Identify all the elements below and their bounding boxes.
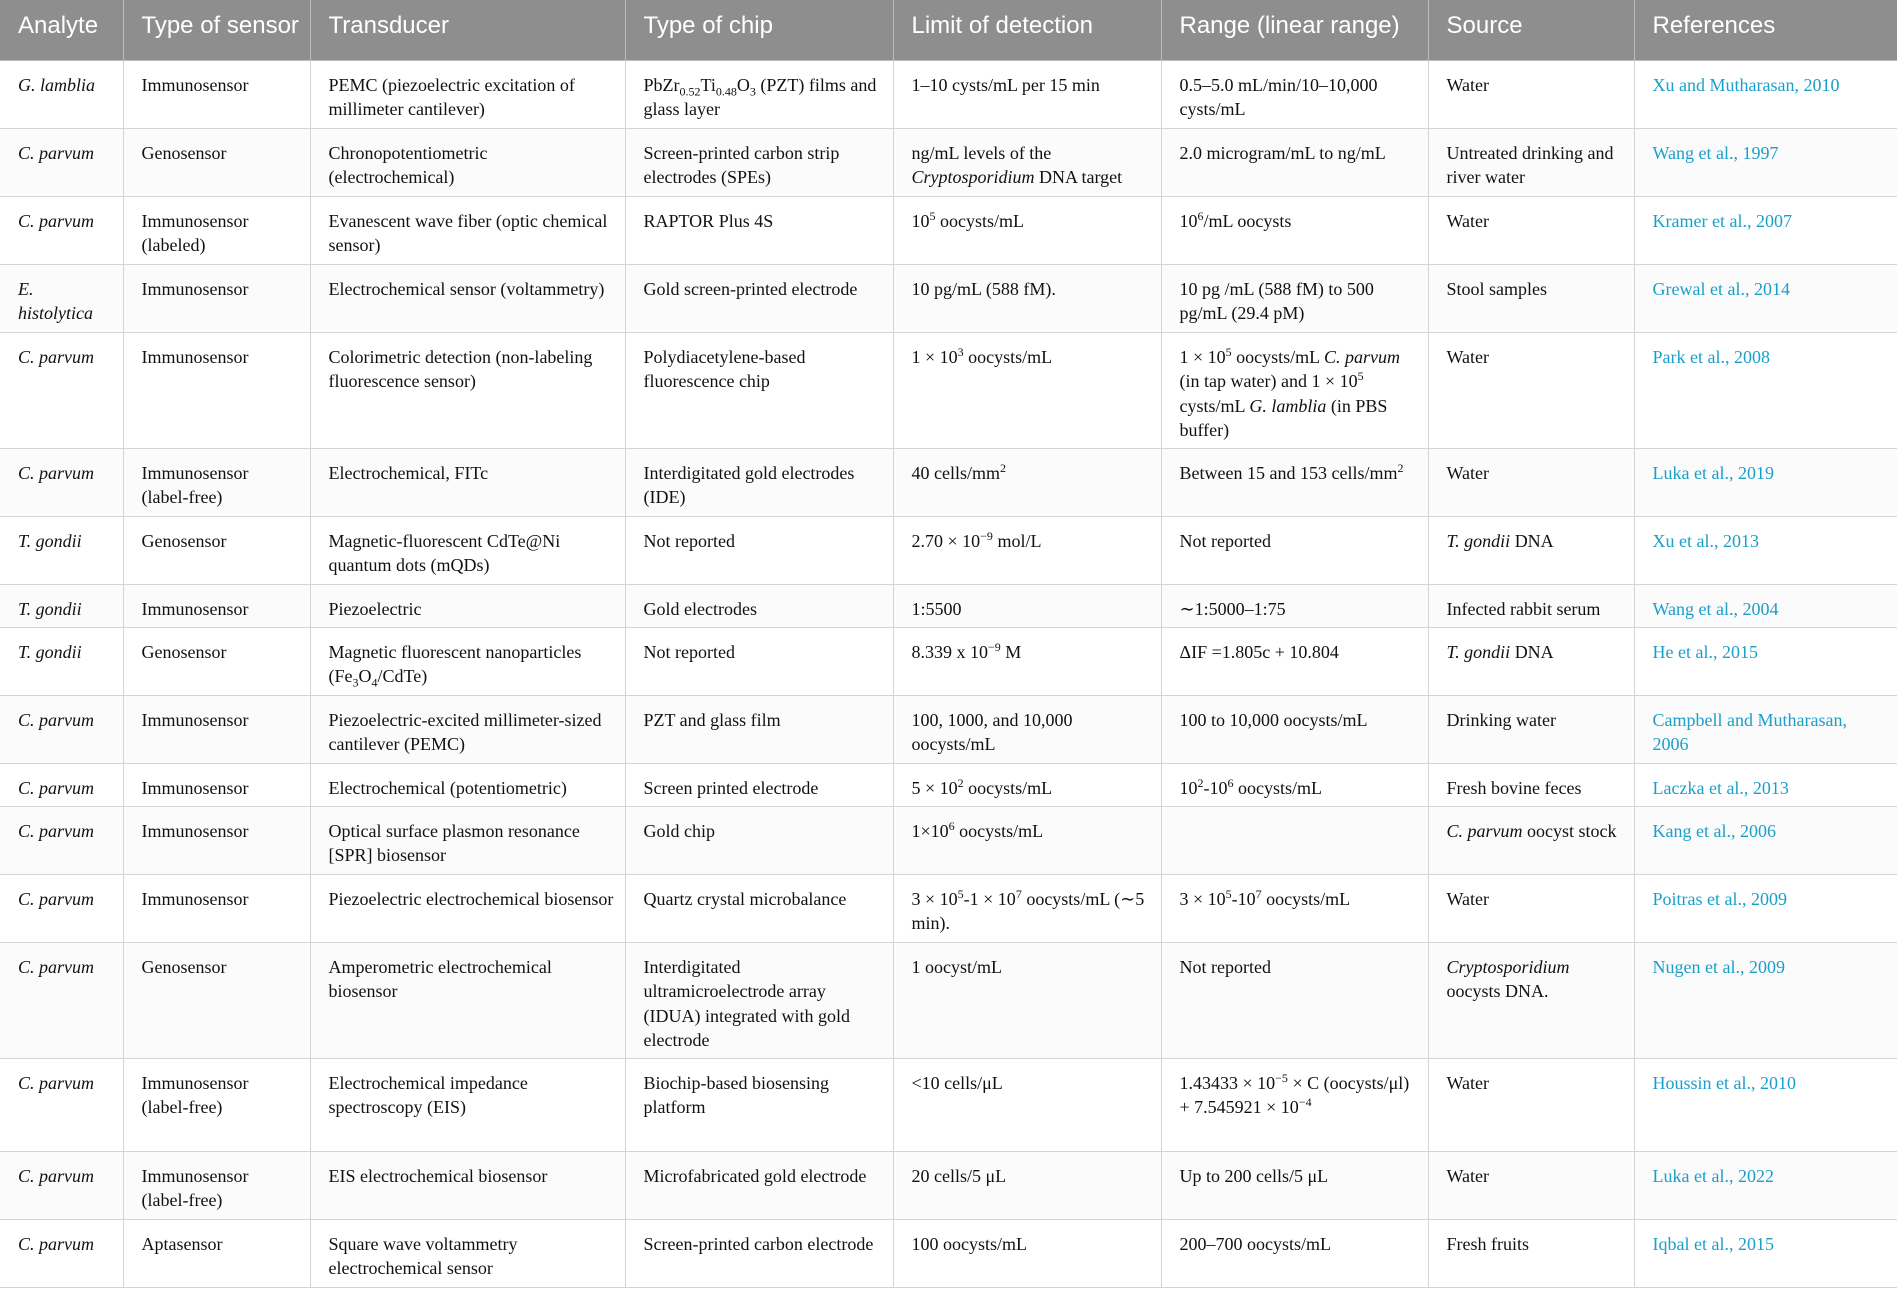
limit-of-detection-cell: $10^5$ oocysts/mL	[893, 196, 1161, 264]
header-range: Range (linear range)	[1161, 0, 1428, 60]
reference-cell	[1634, 942, 1897, 1058]
range-cell: Up to 200 cells/5 μL	[1161, 1151, 1428, 1219]
range-cell: 200–700 oocysts/mL	[1161, 1219, 1428, 1287]
transducer-cell: Electrochemical impedance spectroscopy (EIS)	[310, 1058, 625, 1151]
sensor-type-cell: Immunosensor	[123, 264, 310, 332]
source-cell: Water	[1428, 448, 1634, 516]
chip-cell: Interdigitated gold electrodes (IDE)	[625, 448, 893, 516]
source-cell: Water	[1428, 1151, 1634, 1219]
reference-cell	[1634, 695, 1897, 763]
limit-of-detection-cell: 20 cells/5 μL	[893, 1151, 1161, 1219]
limit-of-detection-cell: 1–10 cysts/mL per 15 min	[893, 60, 1161, 128]
limit-of-detection-cell: <10 cells/μL	[893, 1058, 1161, 1151]
sensor-type-cell: Immunosensor	[123, 60, 310, 128]
header-row	[0, 0, 1897, 60]
header-references: References	[1634, 0, 1897, 60]
reference-cell	[1634, 448, 1897, 516]
limit-of-detection-cell: 100 oocysts/mL	[893, 1219, 1161, 1287]
range-cell: $1.43433 \times 10^{-5} \times C$ (oocysts/μl) + $7.545921 \times 10^{-4}$	[1161, 1058, 1428, 1151]
analyte-cell: C. parvum	[0, 128, 123, 196]
table-row	[0, 196, 1897, 264]
reference-cell	[1634, 516, 1897, 584]
analyte-cell: C. parvum	[0, 874, 123, 942]
transducer-cell: Piezoelectric-excited millimeter-sized cantilever (PEMC)	[310, 695, 625, 763]
reference-link[interactable]: Houssin et al., 2010	[1652, 1072, 1796, 1093]
transducer-cell: Evanescent wave fiber (optic chemical sensor)	[310, 196, 625, 264]
header-analyte: Analyte	[0, 0, 123, 60]
source-cell: Fresh bovine feces	[1428, 763, 1634, 806]
sensor-type-cell: Immunosensor	[123, 332, 310, 448]
source-cell: Water	[1428, 60, 1634, 128]
transducer-cell: Electrochemical sensor (voltammetry)	[310, 264, 625, 332]
transducer-cell: Piezoelectric	[310, 584, 625, 627]
transducer-cell: Electrochemical, FITc	[310, 448, 625, 516]
header-type-of-chip: Type of chip	[625, 0, 893, 60]
range-cell: ∼1:5000–1:75	[1161, 584, 1428, 627]
sensor-type-cell: Genosensor	[123, 942, 310, 1058]
chip-cell: PZT and glass film	[625, 695, 893, 763]
reference-cell	[1634, 196, 1897, 264]
reference-link[interactable]: Grewal et al., 2014	[1652, 278, 1790, 299]
reference-link[interactable]: Luka et al., 2022	[1652, 1165, 1774, 1186]
transducer-cell: PEMC (piezoelectric excitation of millimeter cantilever)	[310, 60, 625, 128]
transducer-cell: Chronopotentiometric (electrochemical)	[310, 128, 625, 196]
header-transducer: Transducer	[310, 0, 625, 60]
source-cell: Cryptosporidium oocysts DNA.	[1428, 942, 1634, 1058]
reference-cell	[1634, 874, 1897, 942]
table-header	[0, 0, 1897, 60]
sensor-type-cell: Genosensor	[123, 516, 310, 584]
analyte-cell: C. parvum	[0, 1219, 123, 1287]
analyte-cell: T. gondii	[0, 584, 123, 627]
table-row	[0, 695, 1897, 763]
limit-of-detection-cell: $1 \times 10^3$ oocysts/mL	[893, 332, 1161, 448]
limit-of-detection-cell: $2.70 \times 10^{-9}$ mol/L	[893, 516, 1161, 584]
source-cell: C. parvum oocyst stock	[1428, 806, 1634, 874]
analyte-cell: C. parvum	[0, 448, 123, 516]
chip-cell: Quartz crystal microbalance	[625, 874, 893, 942]
reference-link[interactable]: He et al., 2015	[1652, 641, 1758, 662]
sensor-type-cell: Immunosensor (label-free)	[123, 1151, 310, 1219]
sensor-type-cell: Genosensor	[123, 128, 310, 196]
reference-cell	[1634, 60, 1897, 128]
transducer-cell: Magnetic fluorescent nanoparticles $(Fe_3O_4/CdTe)$	[310, 627, 625, 695]
transducer-cell: Amperometric electrochemical biosensor	[310, 942, 625, 1058]
range-cell: $10^2-10^6$ oocysts/mL	[1161, 763, 1428, 806]
chip-cell: RAPTOR Plus 4S	[625, 196, 893, 264]
reference-cell	[1634, 332, 1897, 448]
analyte-cell: C. parvum	[0, 763, 123, 806]
source-cell: Water	[1428, 332, 1634, 448]
range-cell: Not reported	[1161, 516, 1428, 584]
table-row	[0, 763, 1897, 806]
transducer-cell: Square wave voltammetry electrochemical sensor	[310, 1219, 625, 1287]
reference-cell	[1634, 1151, 1897, 1219]
sensor-type-cell: Immunosensor	[123, 695, 310, 763]
analyte-cell: C. parvum	[0, 806, 123, 874]
reference-link[interactable]: Wang et al., 1997	[1652, 142, 1779, 163]
analyte-cell: T. gondii	[0, 627, 123, 695]
table-row	[0, 584, 1897, 627]
chip-cell: Polydiacetylene-based fluorescence chip	[625, 332, 893, 448]
reference-link[interactable]: Park et al., 2008	[1652, 346, 1770, 367]
chip-cell: Gold screen-printed electrode	[625, 264, 893, 332]
source-cell: Fresh fruits	[1428, 1219, 1634, 1287]
table-row	[0, 1058, 1897, 1151]
reference-cell	[1634, 627, 1897, 695]
range-cell: Between 15 and 153 cells/$mm^2$	[1161, 448, 1428, 516]
range-cell: 10 pg /mL (588 fM) to 500 pg/mL (29.4 pM)	[1161, 264, 1428, 332]
limit-of-detection-cell: 8.339 x $10^{-9}$ M	[893, 627, 1161, 695]
reference-link[interactable]: Kramer et al., 2007	[1652, 210, 1792, 231]
table-row	[0, 942, 1897, 1058]
table-row	[0, 806, 1897, 874]
reference-cell	[1634, 806, 1897, 874]
analyte-cell: C. parvum	[0, 332, 123, 448]
limit-of-detection-cell: $5 \times 10^2$ oocysts/mL	[893, 763, 1161, 806]
range-cell	[1161, 806, 1428, 874]
limit-of-detection-cell: 40 cells/$mm^2$	[893, 448, 1161, 516]
table-body	[0, 60, 1897, 1287]
source-cell: Infected rabbit serum	[1428, 584, 1634, 627]
range-cell: ΔIF =1.805c + 10.804	[1161, 627, 1428, 695]
transducer-cell: Piezoelectric electrochemical biosensor	[310, 874, 625, 942]
table-row	[0, 60, 1897, 128]
source-cell: T. gondii DNA	[1428, 516, 1634, 584]
limit-of-detection-cell: 1:5500	[893, 584, 1161, 627]
source-cell: Untreated drinking and river water	[1428, 128, 1634, 196]
transducer-cell: EIS electrochemical biosensor	[310, 1151, 625, 1219]
table-row	[0, 128, 1897, 196]
range-cell: $10^6/mL$ oocysts	[1161, 196, 1428, 264]
chip-cell: Screen-printed carbon strip electrodes (SPEs)	[625, 128, 893, 196]
limit-of-detection-cell: ng/mL levels of the Cryptosporidium DNA target	[893, 128, 1161, 196]
reference-cell	[1634, 584, 1897, 627]
chip-cell: Biochip-based biosensing platform	[625, 1058, 893, 1151]
sensor-type-cell: Immunosensor	[123, 874, 310, 942]
transducer-cell: Colorimetric detection (non-labeling fluorescence sensor)	[310, 332, 625, 448]
table-row	[0, 516, 1897, 584]
range-cell: Not reported	[1161, 942, 1428, 1058]
reference-link[interactable]: Kang et al., 2006	[1652, 820, 1776, 841]
header-type-of-sensor: Type of sensor	[123, 0, 310, 60]
range-cell: 0.5–5.0 mL/min/10–10,000 cysts/mL	[1161, 60, 1428, 128]
reference-link[interactable]: Laczka et al., 2013	[1652, 777, 1789, 798]
reference-cell	[1634, 128, 1897, 196]
transducer-cell: Magnetic-fluorescent CdTe@Ni quantum dots (mQDs)	[310, 516, 625, 584]
table-row	[0, 448, 1897, 516]
sensor-type-cell: Aptasensor	[123, 1219, 310, 1287]
analyte-cell: C. parvum	[0, 942, 123, 1058]
source-cell: Stool samples	[1428, 264, 1634, 332]
chip-cell: Gold electrodes	[625, 584, 893, 627]
table-row	[0, 1151, 1897, 1219]
reference-link[interactable]: Luka et al., 2019	[1652, 462, 1774, 483]
range-cell: 2.0 microgram/mL to ng/mL	[1161, 128, 1428, 196]
chip-cell: Screen-printed carbon electrode	[625, 1219, 893, 1287]
transducer-cell: Optical surface plasmon resonance [SPR] biosensor	[310, 806, 625, 874]
reference-cell	[1634, 763, 1897, 806]
limit-of-detection-cell: 10 pg/mL (588 fM).	[893, 264, 1161, 332]
analyte-cell: C. parvum	[0, 1058, 123, 1151]
reference-link[interactable]: Poitras et al., 2009	[1652, 888, 1787, 909]
sensor-type-cell: Immunosensor (label-free)	[123, 448, 310, 516]
limit-of-detection-cell: $1\times 10^6$ oocysts/mL	[893, 806, 1161, 874]
sensor-type-cell: Genosensor	[123, 627, 310, 695]
table-row	[0, 874, 1897, 942]
range-cell: $1 \times 10^5$ oocysts/mL C. parvum (in tap water) and $1 \times 10^5$ cysts/mL G. lamblia (in PBS buffer)	[1161, 332, 1428, 448]
limit-of-detection-cell: 1 oocyst/mL	[893, 942, 1161, 1058]
analyte-cell: T. gondii	[0, 516, 123, 584]
source-cell: Water	[1428, 196, 1634, 264]
analyte-cell: C. parvum	[0, 1151, 123, 1219]
header-limit-of-detection: Limit of detection	[893, 0, 1161, 60]
sensor-type-cell: Immunosensor (label-free)	[123, 1058, 310, 1151]
reference-cell	[1634, 1058, 1897, 1151]
chip-cell: Screen printed electrode	[625, 763, 893, 806]
source-cell: T. gondii DNA	[1428, 627, 1634, 695]
analyte-cell: E. histolytica	[0, 264, 123, 332]
table-row	[0, 627, 1897, 695]
sensor-type-cell: Immunosensor	[123, 806, 310, 874]
header-source: Source	[1428, 0, 1634, 60]
analyte-cell: C. parvum	[0, 695, 123, 763]
transducer-cell: Electrochemical (potentiometric)	[310, 763, 625, 806]
reference-link[interactable]: Campbell and Mutharasan, 2006	[1652, 709, 1847, 754]
chip-cell: Not reported	[625, 516, 893, 584]
source-cell: Water	[1428, 1058, 1634, 1151]
chip-cell: $PbZr_{0.52}Ti_{0.48}O_3$ (PZT) films and glass layer	[625, 60, 893, 128]
reference-cell	[1634, 264, 1897, 332]
reference-link[interactable]: Iqbal et al., 2015	[1652, 1233, 1774, 1254]
limit-of-detection-cell: 100, 1000, and 10,000 oocysts/mL	[893, 695, 1161, 763]
analyte-cell: G. lamblia	[0, 60, 123, 128]
source-cell: Drinking water	[1428, 695, 1634, 763]
reference-link[interactable]: Xu et al., 2013	[1652, 530, 1759, 551]
table-row	[0, 332, 1897, 448]
range-cell: 100 to 10,000 oocysts/mL	[1161, 695, 1428, 763]
analyte-cell: C. parvum	[0, 196, 123, 264]
sensor-type-cell: Immunosensor (labeled)	[123, 196, 310, 264]
reference-link[interactable]: Xu and Mutharasan, 2010	[1652, 74, 1840, 95]
reference-cell	[1634, 1219, 1897, 1287]
table-row	[0, 264, 1897, 332]
sensor-type-cell: Immunosensor	[123, 584, 310, 627]
reference-link[interactable]: Nugen et al., 2009	[1652, 956, 1785, 977]
sensor-type-cell: Immunosensor	[123, 763, 310, 806]
table-row	[0, 1219, 1897, 1287]
chip-cell: Interdigitated ultramicroelectrode array (IDUA) integrated with gold electrode	[625, 942, 893, 1058]
source-cell: Water	[1428, 874, 1634, 942]
chip-cell: Microfabricated gold electrode	[625, 1151, 893, 1219]
chip-cell: Gold chip	[625, 806, 893, 874]
chip-cell: Not reported	[625, 627, 893, 695]
limit-of-detection-cell: $3 \times 10^5-1 \times 10^7$ oocysts/mL (∼5 min).	[893, 874, 1161, 942]
range-cell: $3 \times 10^5-10^7$ oocysts/mL	[1161, 874, 1428, 942]
reference-link[interactable]: Wang et al., 2004	[1652, 598, 1779, 619]
